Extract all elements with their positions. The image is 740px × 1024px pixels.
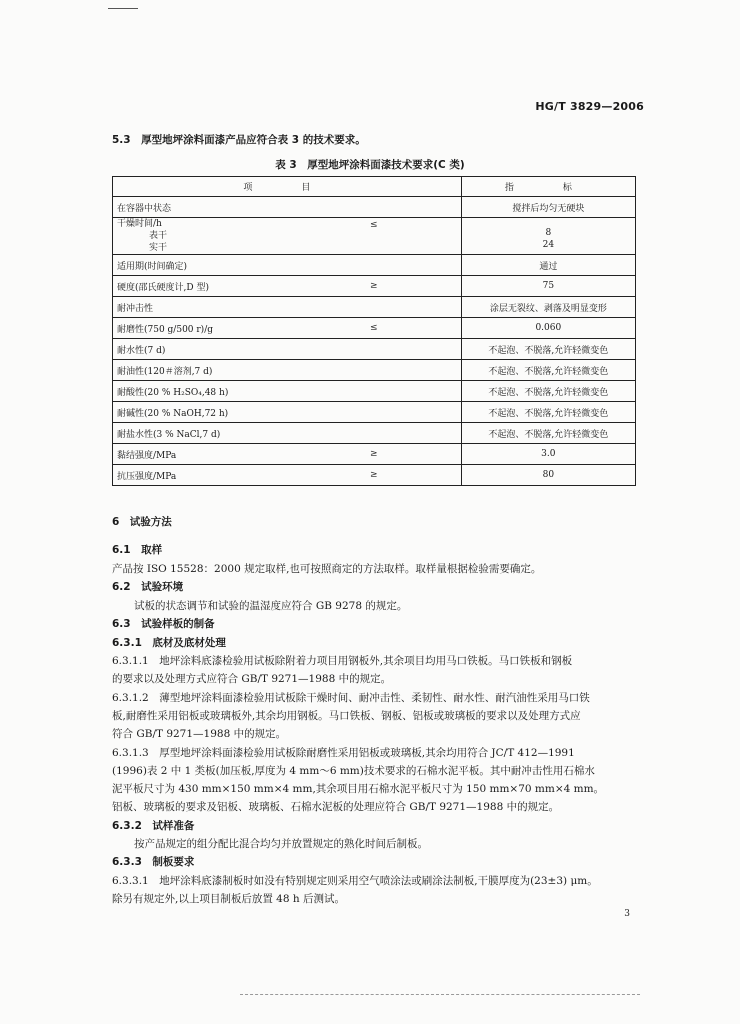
spec-table [112, 176, 636, 486]
table-row: 在容器中状态 搅拌后均匀无硬块 [113, 197, 636, 218]
section-6-3-title: 6.3 试验样板的制备 [112, 618, 215, 630]
table-row: 耐磨性(750 g/500 r)/g ≤ 0.060 [113, 318, 636, 339]
table-row: 耐水性(7 d) 不起泡、不脱落,允许轻微变色 [113, 339, 636, 360]
section-6-1-text: 产品按 ISO 15528：2000 规定取样,也可按照商定的方法取样。取样量根据检验需要确定。 [112, 563, 542, 575]
table-row: 干燥时间/h 表干 实干 ≤ 8 24 [113, 218, 636, 255]
section-6-3-1-1-line: 6.3.1.1 地坪涂料底漆检验用试板除附着力项目用钢板外,其余项目均用马口铁板。马口铁板和钢板 [112, 655, 573, 667]
section-6-3-1-title: 6.3.1 底材及底材处理 [112, 637, 226, 649]
table-row: 耐油性(120＃溶剂,7 d) 不起泡、不脱落,允许轻微变色 [113, 360, 636, 381]
page-number: 3 [624, 909, 630, 919]
section-6-2-title: 6.2 试验环境 [112, 581, 184, 593]
header-item: 项 目 [113, 177, 462, 197]
section-6-2-text: 试板的状态调节和试验的温湿度应符合 GB 9278 的规定。 [134, 600, 408, 612]
top-rule [108, 8, 138, 9]
section-6-3-3-title: 6.3.3 制板要求 [112, 856, 195, 868]
section-6-3-2-title: 6.3.2 试样准备 [112, 820, 195, 832]
doc-code: HG/T 3829—2006 [535, 100, 644, 113]
section-6-3-1-2-line: 6.3.1.2 薄型地坪涂料面漆检验用试板除干燥时间、耐冲击性、柔韧性、耐水性、耐汽油性采用马口铁 [112, 692, 590, 704]
section-6-title: 6 试验方法 [112, 516, 172, 528]
table-row: 硬度(邵氏硬度计,D 型) ≥ 75 [113, 276, 636, 297]
section-6-3-3-1-line: 除另有规定外,以上项目制板后放置 48 h 后测试。 [112, 893, 345, 905]
section-6-3-1-3-line: 泥平板尺寸为 430 mm×150 mm×4 mm,其余项目用石棉水泥平板尺寸为 150 mm×70 mm×4 mm。 [112, 783, 605, 795]
table-row: 耐盐水性(3 % NaCl,7 d) 不起泡、不脱落,允许轻微变色 [113, 423, 636, 444]
table-header-row [113, 177, 636, 197]
table-row: 适用期(时间确定) 通过 [113, 255, 636, 276]
table-title: 表 3 厚型地坪涂料面漆技术要求(C 类) [275, 159, 465, 171]
section-6-3-1-1-line: 的要求以及处理方式应符合 GB/T 9271—1988 中的规定。 [112, 673, 392, 685]
table-row: 黏结强度/MPa ≥ 3.0 [113, 444, 636, 465]
bottom-dashed-rule [240, 994, 640, 995]
table-row: 抗压强度/MPa ≥ 80 [113, 465, 636, 486]
section-6-1-title: 6.1 取样 [112, 544, 163, 556]
table-row: 耐酸性(20 % H₂SO₄,48 h) 不起泡、不脱落,允许轻微变色 [113, 381, 636, 402]
table-row: 耐碱性(20 % NaOH,72 h) 不起泡、不脱落,允许轻微变色 [113, 402, 636, 423]
section-6-3-1-3-line: 6.3.1.3 厚型地坪涂料面漆检验用试板除耐磨性采用铝板或玻璃板,其余均用符合 JC/T 412—1991 [112, 747, 575, 759]
header-spec: 指 标 [461, 177, 635, 197]
section-5-3: 5.3 厚型地坪涂料面漆产品应符合表 3 的技术要求。 [112, 134, 366, 146]
table-row: 耐冲击性 涂层无裂纹、剥落及明显变形 [113, 297, 636, 318]
section-6-3-1-3-line: 铝板、玻璃板的要求及铝板、玻璃板、石棉水泥板的处理应符合 GB/T 9271—1988 中的规定。 [112, 801, 560, 813]
section-6-3-1-2-line: 板,耐磨性采用铝板或玻璃板外,其余均用钢板。马口铁板、钢板、铝板或玻璃板的要求以及处理方式应 [112, 710, 581, 722]
section-6-3-1-3-line: (1996)表 2 中 1 类板(加压板,厚度为 4 mm～6 mm)技术要求的石棉水泥平板。其中耐冲击性用石棉水 [112, 765, 595, 777]
section-6-3-1-2-line: 符合 GB/T 9271—1988 中的规定。 [112, 728, 287, 740]
section-6-3-2-text: 按产品规定的组分配比混合均匀并放置规定的熟化时间后制板。 [134, 838, 428, 850]
section-6-3-3-1-line: 6.3.3.1 地坪涂料底漆制板时如没有特别规定则采用空气喷涂法或刷涂法制板,干膜厚度为(23±3) μm。 [112, 875, 598, 887]
